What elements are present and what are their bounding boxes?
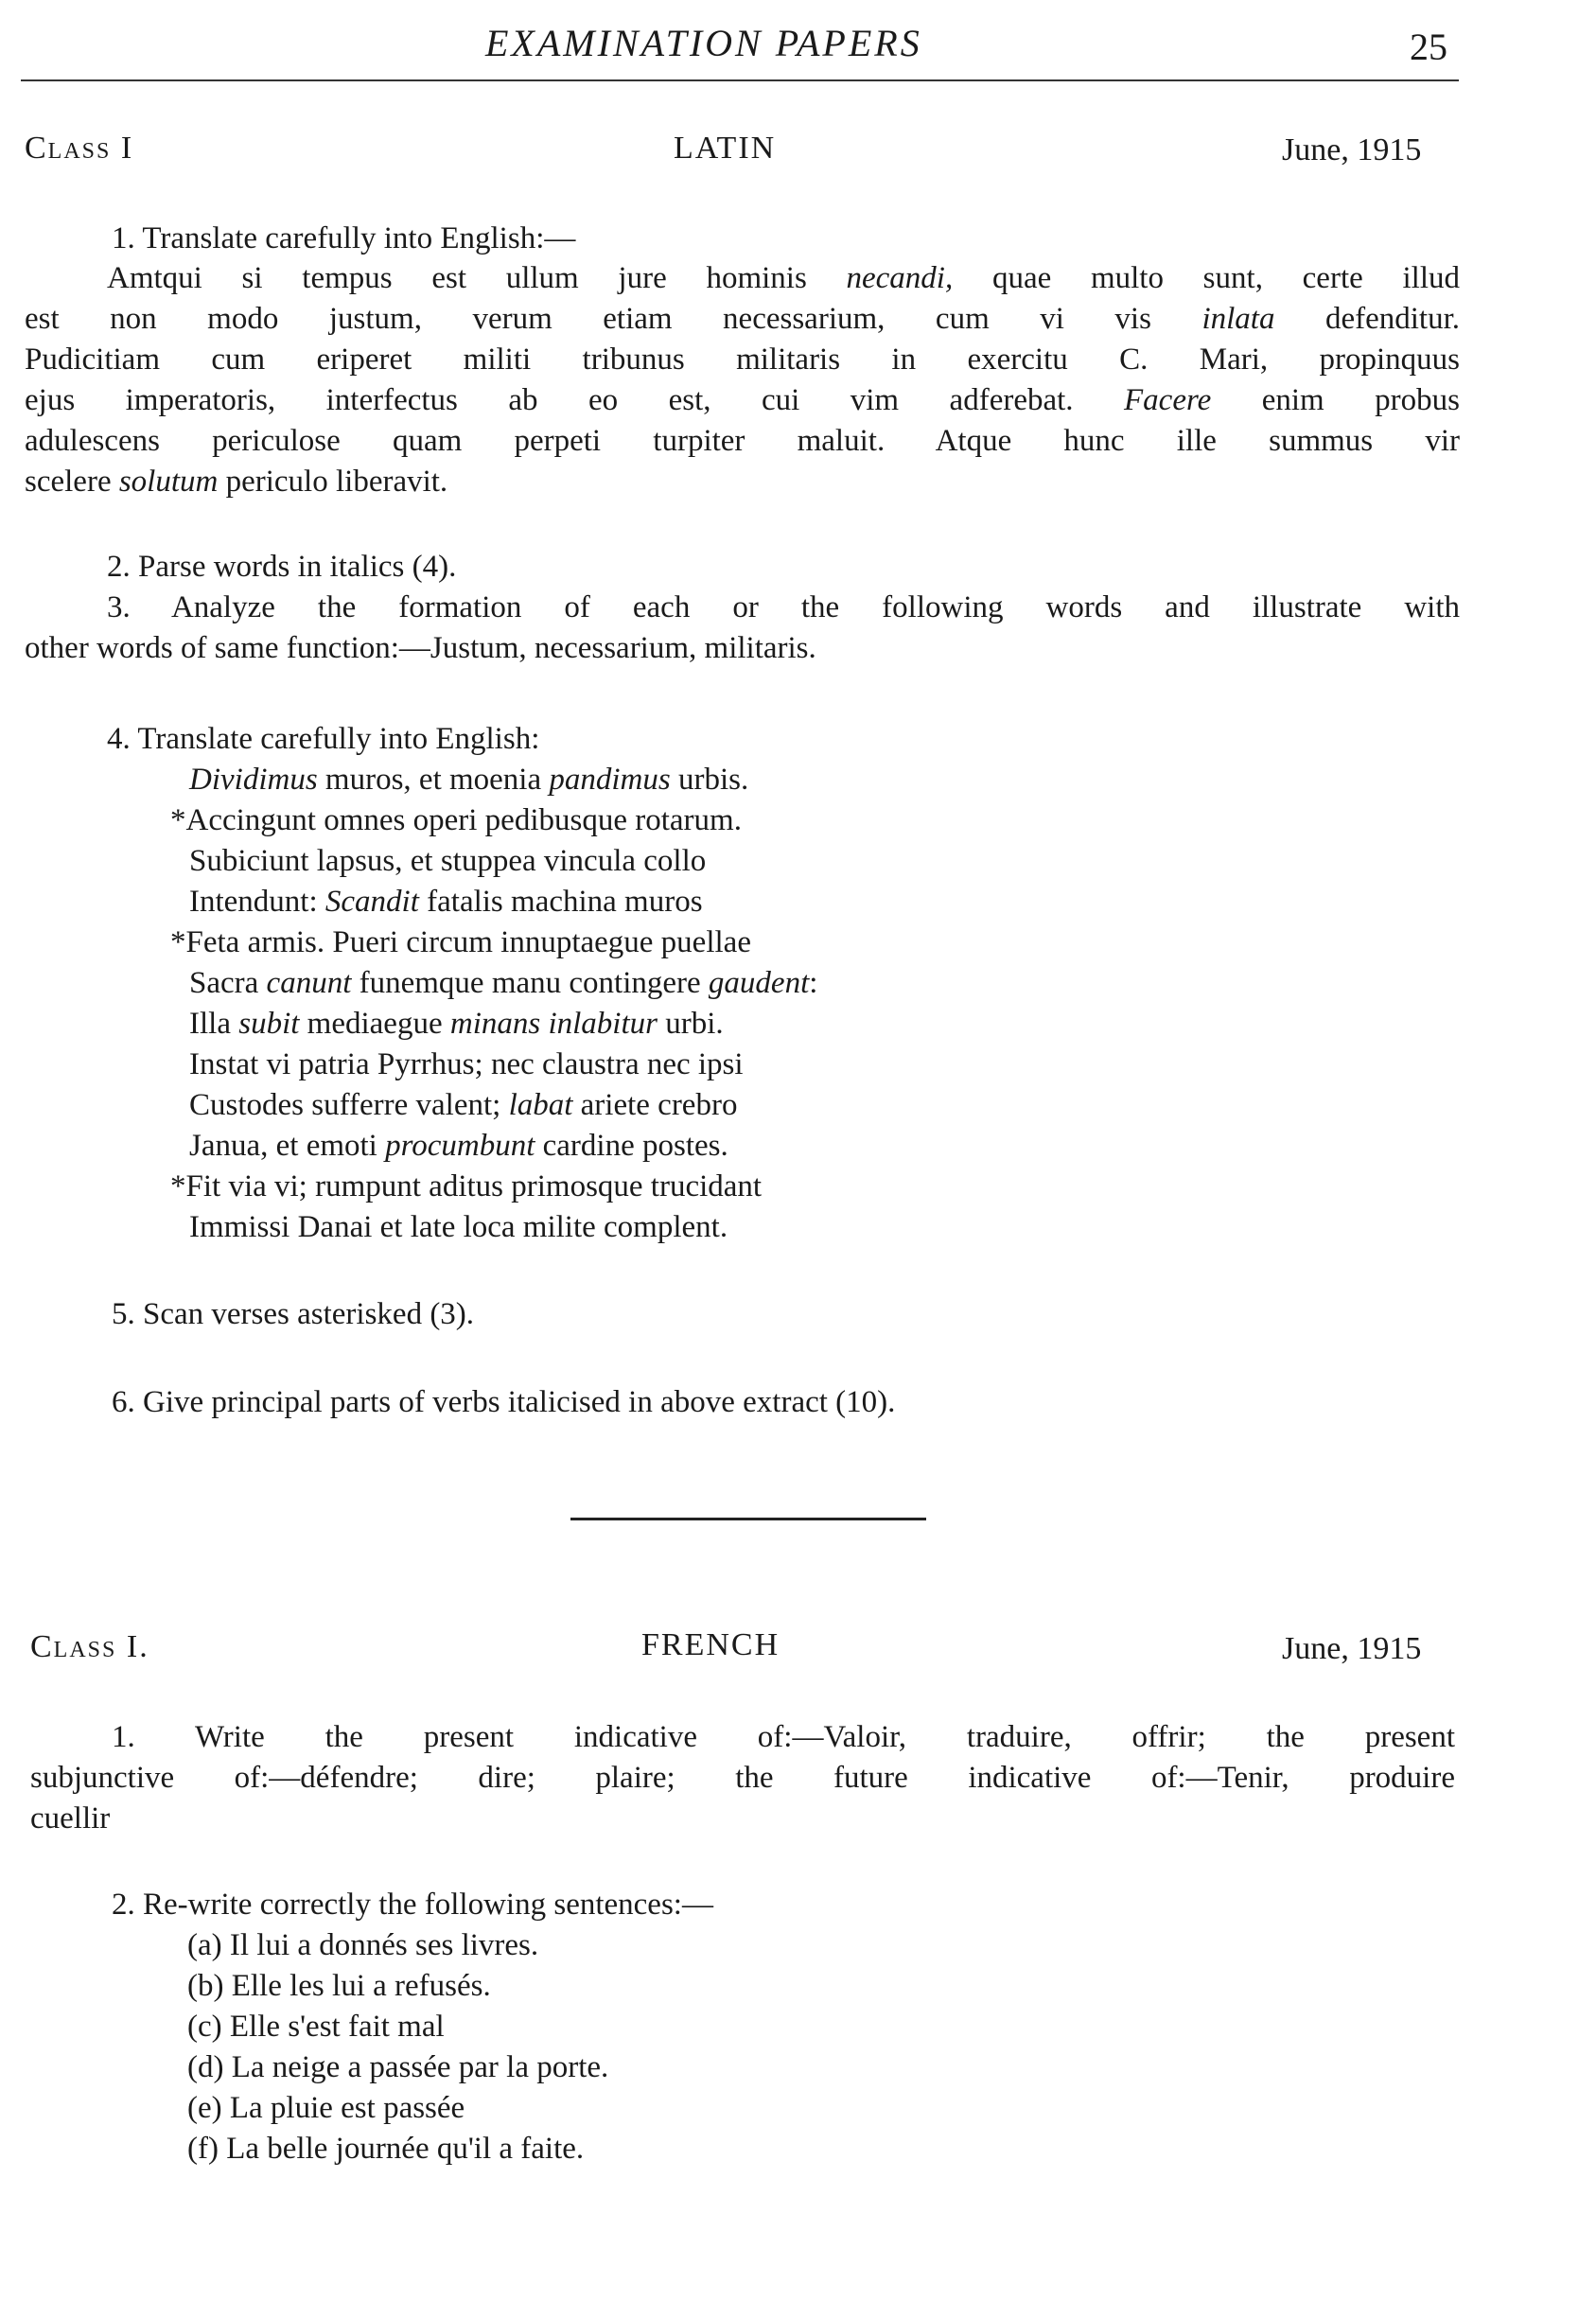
- french-q1-line: cuellir: [30, 1801, 111, 1836]
- latin-verse: Immissi Danai et late loca milite complent.: [189, 1210, 728, 1244]
- latin-q1-line: est non modo justum, verum etiam necessarium, cum vi vis inlata defenditur.: [25, 302, 1460, 336]
- latin-verse: Instat vi patria Pyrrhus; nec claustra nec ipsi: [189, 1047, 744, 1081]
- latin-verse: Dividimus muros, et moenia pandimus urbis.: [189, 763, 749, 797]
- french-q2-item: (b) Elle les lui a refusés.: [187, 1969, 491, 2003]
- latin-q2: 2. Parse words in italics (4).: [107, 550, 457, 584]
- latin-verse: Sacra canunt funemque manu contingere gaudent:: [189, 966, 818, 1000]
- french-q1-line: subjunctive of:—défendre; dire; plaire; the future indicative of:—Tenir, produire: [30, 1761, 1455, 1795]
- page-number: 25: [1410, 26, 1447, 68]
- french-subject-title: FRENCH: [641, 1627, 780, 1662]
- latin-q1-line: Amtqui si tempus est ullum jure hominis necandi, quae multo sunt, certe illud: [107, 261, 1460, 295]
- latin-verse: Illa subit mediaegue minans inlabitur urbi.: [189, 1007, 724, 1041]
- running-head-title: EXAMINATION PAPERS: [485, 22, 922, 64]
- latin-date: June, 1915: [1282, 132, 1422, 167]
- latin-q1-line: Pudicitiam cum eriperet militi tribunus militaris in exercitu C. Mari, propinquus: [25, 343, 1460, 377]
- latin-q5: 5. Scan verses asterisked (3).: [112, 1297, 475, 1331]
- latin-q3-line: 3. Analyze the formation of each or the following words and illustrate with: [107, 590, 1460, 624]
- latin-verse: Subiciunt lapsus, et stuppea vincula collo: [189, 844, 707, 878]
- section-separator: [570, 1518, 926, 1520]
- latin-verse: *Fit via vi; rumpunt aditus primosque trucidant: [170, 1169, 763, 1203]
- latin-verse: Janua, et emoti procumbunt cardine postes.: [189, 1129, 728, 1163]
- french-q2-item: (f) La belle journée qu'il a faite.: [187, 2132, 585, 2166]
- header-rule: [21, 79, 1459, 81]
- latin-q6: 6. Give principal parts of verbs italicised in above extract (10).: [112, 1385, 896, 1419]
- latin-q4-instruction: 4. Translate carefully into English:: [107, 722, 540, 756]
- french-q2-item: (c) Elle s'est fait mal: [187, 2010, 445, 2044]
- latin-subject-title: LATIN: [674, 131, 777, 166]
- french-q2-item: (e) La pluie est passée: [187, 2091, 465, 2125]
- latin-verse: *Feta armis. Pueri circum innuptaegue puellae: [170, 925, 751, 959]
- latin-verse: Custodes sufferre valent; labat ariete crebro: [189, 1088, 738, 1122]
- french-q2-item: (a) Il lui a donnés ses livres.: [187, 1928, 539, 1962]
- latin-class-label: Class I: [25, 131, 134, 166]
- latin-q1-line: adulescens periculose quam perpeti turpiter maluit. Atque hunc ille summus vir: [25, 424, 1460, 458]
- latin-q3-line: other words of same function:—Justum, necessarium, militaris.: [25, 631, 816, 665]
- latin-q1-line: ejus imperatoris, interfectus ab eo est, cui vim adferebat. Facere enim probus: [25, 383, 1460, 417]
- french-class-label: Class I.: [30, 1629, 149, 1664]
- french-date: June, 1915: [1282, 1631, 1422, 1666]
- latin-q1-line: scelere solutum periculo liberavit.: [25, 465, 448, 499]
- latin-verse: *Accingunt omnes operi pedibusque rotarum.: [170, 803, 742, 837]
- french-q2-instruction: 2. Re-write correctly the following sentences:—: [112, 1888, 713, 1922]
- french-q1-line: 1. Write the present indicative of:—Valoir, traduire, offrir; the present: [112, 1720, 1455, 1754]
- latin-q1-instruction: 1. Translate carefully into English:—: [112, 221, 576, 255]
- french-q2-item: (d) La neige a passée par la porte.: [187, 2050, 609, 2084]
- latin-verse: Intendunt: Scandit fatalis machina muros: [189, 885, 703, 919]
